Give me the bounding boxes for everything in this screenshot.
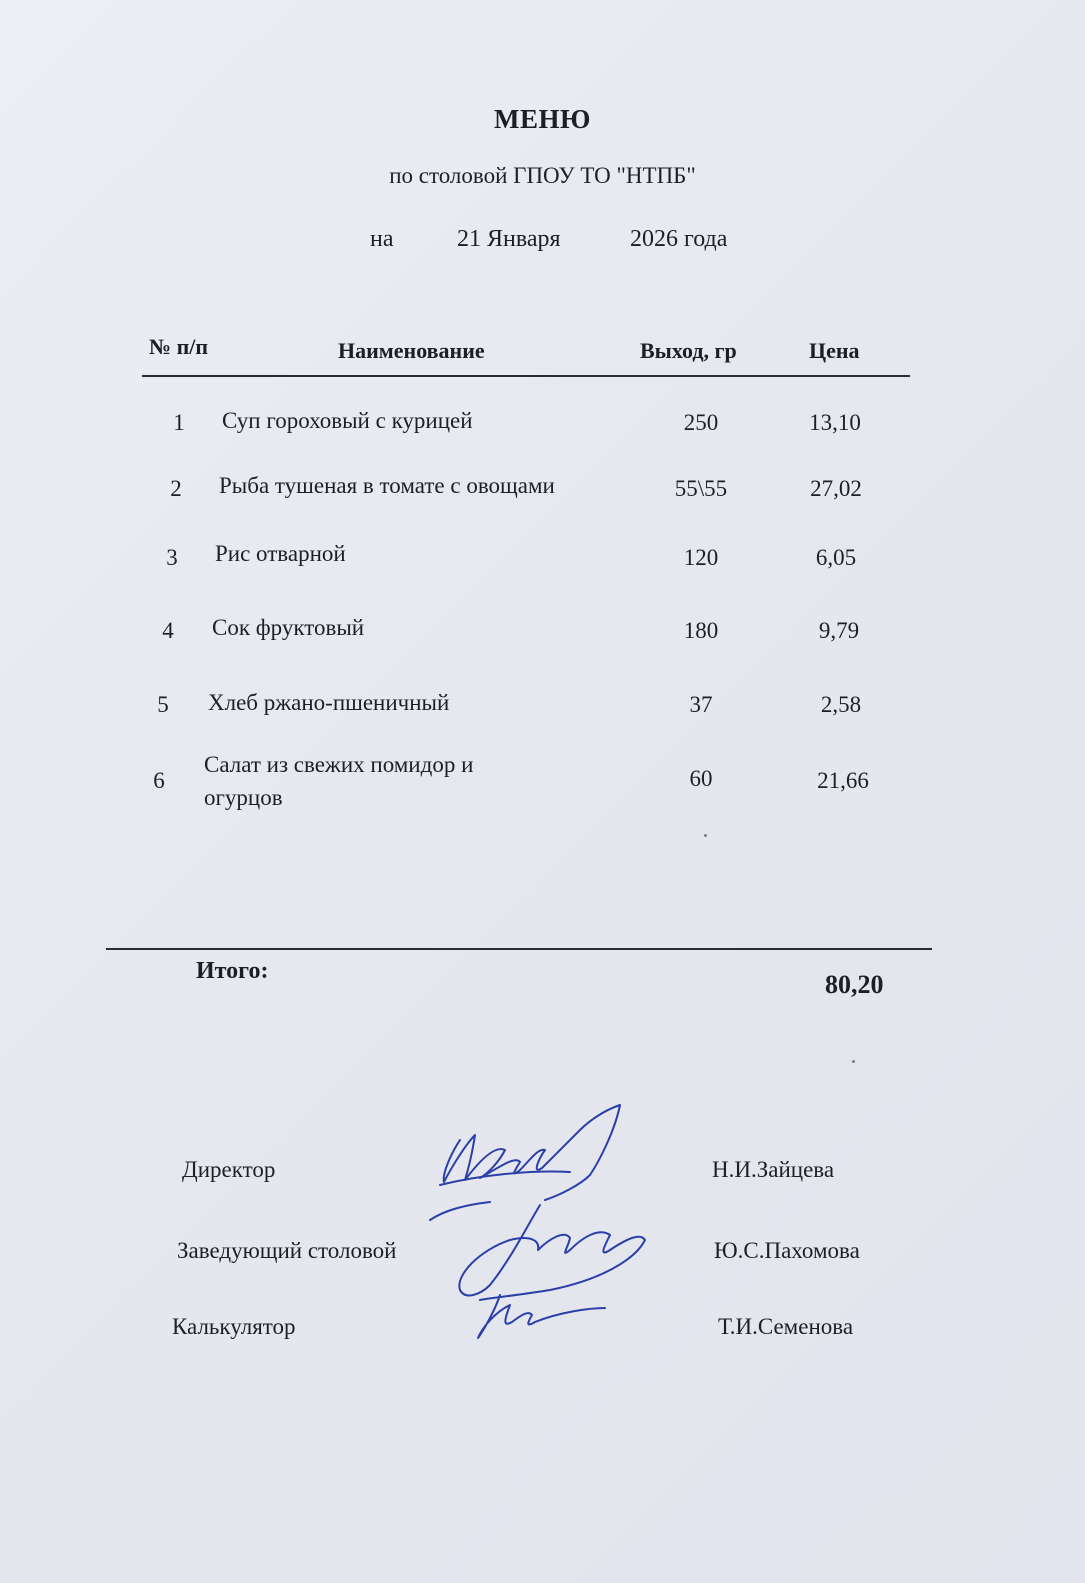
row-price: 9,79 bbox=[818, 618, 860, 643]
row-number: 3 bbox=[166, 545, 178, 570]
row-number: 1 bbox=[173, 410, 185, 435]
total-label: Итого: bbox=[196, 958, 269, 984]
row-output: 120 bbox=[683, 545, 719, 570]
row-output: 250 bbox=[683, 410, 719, 435]
total-value: 80,20 bbox=[825, 970, 884, 999]
handwritten-signatures bbox=[420, 1100, 680, 1360]
row-price: 21,66 bbox=[817, 768, 869, 793]
date-year: 2026 года bbox=[630, 226, 728, 252]
row-name: Рис отварной bbox=[215, 541, 346, 566]
row-name: Хлеб ржано-пшеничный bbox=[208, 690, 450, 715]
signature-name-calculator: Т.И.Семенова bbox=[718, 1314, 854, 1339]
signature-calculator-ink bbox=[478, 1295, 605, 1338]
row-name: Суп гороховый с курицей bbox=[222, 408, 473, 433]
row-name: Салат из свежих помидор и огурцов bbox=[204, 752, 474, 810]
row-number: 4 bbox=[162, 618, 174, 643]
row-output: 60 bbox=[689, 766, 713, 791]
paper-speck bbox=[704, 834, 707, 837]
signature-name-director: Н.И.Зайцева bbox=[712, 1157, 835, 1182]
column-header-price: Цена bbox=[809, 338, 860, 363]
document-subtitle: по столовой ГПОУ ТО "НТПБ" bbox=[389, 163, 696, 188]
row-price: 6,05 bbox=[815, 545, 857, 570]
column-header-number: № п/п bbox=[149, 334, 209, 359]
row-number: 2 bbox=[170, 476, 182, 501]
document-title: МЕНЮ bbox=[494, 104, 591, 134]
row-price: 27,02 bbox=[810, 476, 862, 501]
date-prefix: на bbox=[370, 226, 394, 252]
row-output: 37 bbox=[689, 692, 713, 717]
row-price: 13,10 bbox=[809, 410, 861, 435]
signature-role-director: Директор bbox=[182, 1157, 276, 1182]
total-divider bbox=[106, 948, 932, 950]
row-output: 180 bbox=[683, 618, 719, 643]
header-divider bbox=[142, 375, 910, 377]
signature-role-calculator: Калькулятор bbox=[172, 1314, 296, 1339]
row-output: 55\55 bbox=[674, 476, 728, 501]
paper-speck bbox=[852, 1060, 855, 1063]
signature-canteen-head-ink bbox=[430, 1202, 645, 1300]
row-name: Сок фруктовый bbox=[212, 615, 365, 640]
signature-role-canteen-head: Заведующий столовой bbox=[177, 1238, 397, 1263]
row-name: Рыба тушеная в томате с овощами bbox=[219, 473, 555, 498]
signature-director-ink bbox=[444, 1105, 620, 1200]
row-number: 6 bbox=[153, 768, 165, 793]
column-header-name: Наименование bbox=[338, 338, 485, 363]
column-header-output: Выход, гр bbox=[640, 338, 737, 363]
row-number: 5 bbox=[157, 692, 169, 717]
signature-name-canteen-head: Ю.С.Пахомова bbox=[714, 1238, 860, 1263]
row-price: 2,58 bbox=[820, 692, 862, 717]
date-day: 21 Января bbox=[457, 226, 561, 252]
